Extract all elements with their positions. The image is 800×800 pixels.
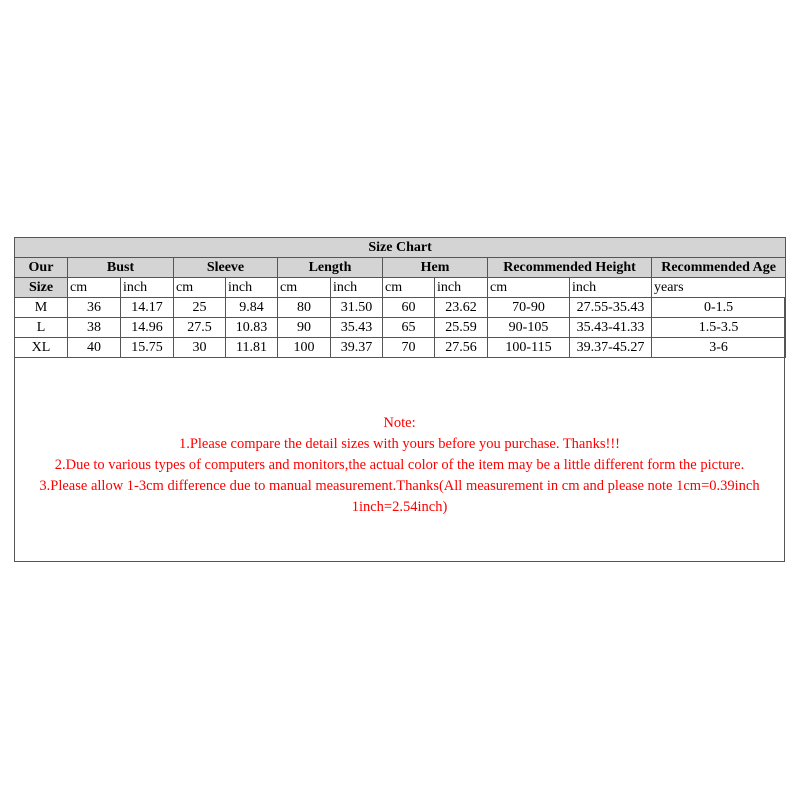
data-cell: 27.56 <box>435 338 488 358</box>
data-cell: 38 <box>68 318 121 338</box>
data-cell: 0-1.5 <box>652 298 786 318</box>
data-cell: 3-6 <box>652 338 786 358</box>
unit-cell: cm <box>383 278 435 298</box>
data-cell: 35.43-41.33 <box>570 318 652 338</box>
unit-cell: cm <box>278 278 331 298</box>
header-age: Recommended Age <box>652 258 786 278</box>
header-height: Recommended Height <box>488 258 652 278</box>
size-cell: XL <box>15 338 68 358</box>
data-cell: 39.37-45.27 <box>570 338 652 358</box>
data-cell: 40 <box>68 338 121 358</box>
size-cell: L <box>15 318 68 338</box>
note-line-2: 2.Due to various types of computers and monitors,the actual color of the item may be a little different form the picture. <box>54 457 745 473</box>
unit-cell: inch <box>226 278 278 298</box>
data-cell: 60 <box>383 298 435 318</box>
data-cell: 23.62 <box>435 298 488 318</box>
header-sleeve: Sleeve <box>174 258 278 278</box>
header-length: Length <box>278 258 383 278</box>
data-cell: 27.5 <box>174 318 226 338</box>
size-chart-table <box>14 237 786 358</box>
data-cell: 35.43 <box>331 318 383 338</box>
data-cell: 100-115 <box>488 338 570 358</box>
table-row <box>15 338 786 358</box>
data-cell: 70 <box>383 338 435 358</box>
data-cell: 14.96 <box>121 318 174 338</box>
data-cell: 80 <box>278 298 331 318</box>
data-cell: 39.37 <box>331 338 383 358</box>
data-cell: 100 <box>278 338 331 358</box>
header-bust: Bust <box>68 258 174 278</box>
header-hem: Hem <box>383 258 488 278</box>
unit-cell: inch <box>435 278 488 298</box>
notes-section <box>14 413 785 518</box>
note-line-3: 3.Please allow 1-3cm difference due to manual measurement.Thanks(All measurement in cm and please note 1cm=0.39inch <box>39 478 760 494</box>
data-cell: 27.55-35.43 <box>570 298 652 318</box>
data-cell: 70-90 <box>488 298 570 318</box>
data-cell: 14.17 <box>121 298 174 318</box>
unit-cell: inch <box>331 278 383 298</box>
data-cell: 90-105 <box>488 318 570 338</box>
unit-cell: years <box>652 278 786 298</box>
unit-cell: cm <box>68 278 121 298</box>
data-cell: 90 <box>278 318 331 338</box>
size-cell: M <box>15 298 68 318</box>
header-size: Size <box>15 278 68 298</box>
data-cell: 36 <box>68 298 121 318</box>
data-cell: 31.50 <box>331 298 383 318</box>
data-cell: 65 <box>383 318 435 338</box>
note-line-1: 1.Please compare the detail sizes with yours before you purchase. Thanks!!! <box>178 436 621 452</box>
header-our: Our <box>15 258 68 278</box>
unit-cell: cm <box>174 278 226 298</box>
note-label: Note: <box>383 415 416 431</box>
table-row <box>15 318 786 338</box>
data-cell: 1.5-3.5 <box>652 318 786 338</box>
data-cell: 10.83 <box>226 318 278 338</box>
table-title: Size Chart <box>15 238 786 258</box>
data-cell: 9.84 <box>226 298 278 318</box>
unit-cell: inch <box>121 278 174 298</box>
data-cell: 25.59 <box>435 318 488 338</box>
data-cell: 11.81 <box>226 338 278 358</box>
table-row <box>15 298 786 318</box>
unit-cell: inch <box>570 278 652 298</box>
note-line-4: 1inch=2.54inch) <box>351 499 448 515</box>
unit-cell: cm <box>488 278 570 298</box>
data-cell: 15.75 <box>121 338 174 358</box>
data-cell: 30 <box>174 338 226 358</box>
data-cell: 25 <box>174 298 226 318</box>
